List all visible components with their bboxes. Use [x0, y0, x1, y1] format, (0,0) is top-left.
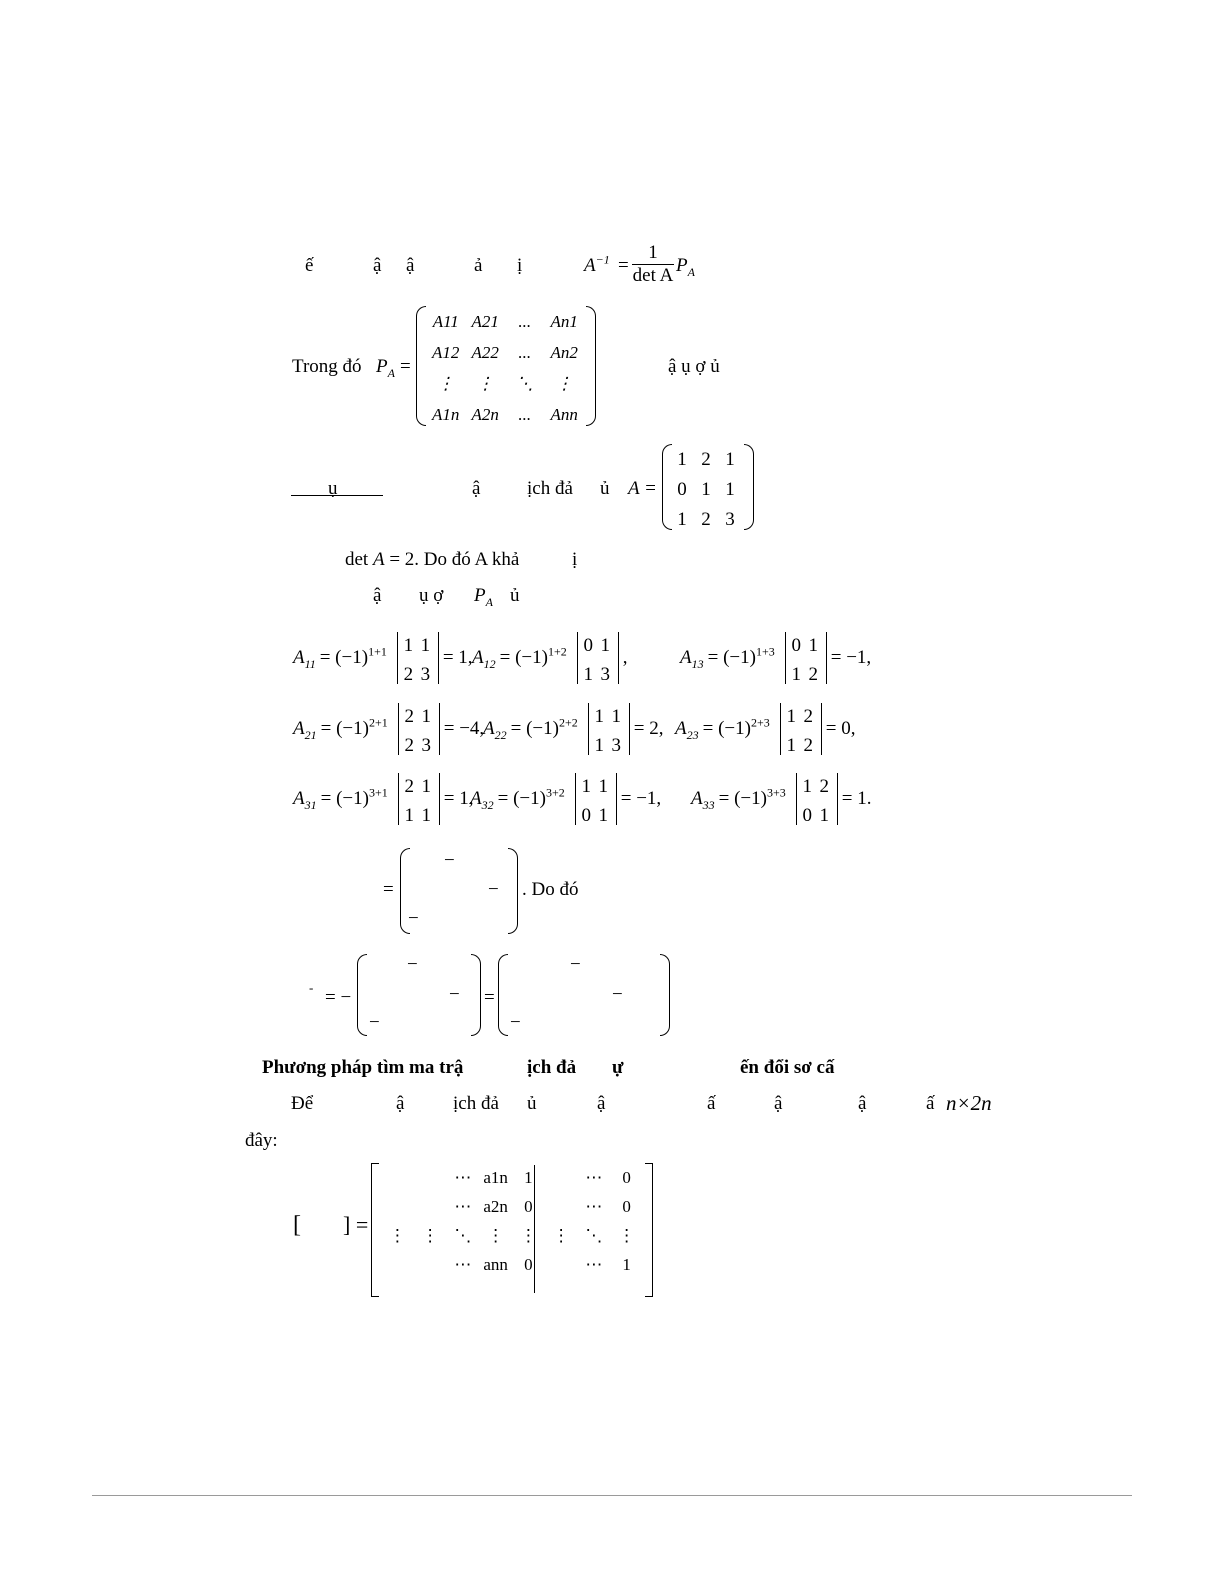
cofactor-value: = 1,	[443, 788, 474, 809]
matrix-entry: 2	[803, 735, 813, 756]
matrix-entry: 3	[725, 509, 735, 530]
matrix-entry: 1	[404, 805, 414, 826]
matrix-entry: 1	[808, 635, 818, 656]
matrix-entry	[545, 1256, 578, 1273]
cofactor-sign: = $(-1)^{3+2}$	[497, 785, 565, 809]
matrix-entry: A21	[471, 312, 499, 331]
matrix-entry: ⋯	[454, 1255, 472, 1274]
cofactor-name: $A_{13}$	[680, 647, 704, 671]
minor-determinant	[577, 632, 619, 684]
matrix-entry: An2	[550, 343, 578, 362]
matrix-entry: A2n	[471, 405, 499, 424]
dimension: n×2n	[946, 1091, 992, 1115]
matrix-entry: 1	[786, 706, 796, 727]
matrix-entry: 1	[420, 635, 431, 656]
matrix-entry: 1	[581, 776, 591, 797]
matrix-entry: 1	[583, 664, 593, 685]
minus-sign: −	[408, 908, 419, 929]
cofactor-sign: = $(-1)^{2+3}$	[702, 715, 770, 739]
minus-sign: −	[488, 879, 499, 900]
heading-fragment: Phương pháp tìm ma trậ	[262, 1057, 464, 1078]
matrix-entry: 0	[581, 805, 591, 826]
matrix-entry: 1	[403, 635, 414, 656]
matrix-entry: ⋮	[388, 1226, 406, 1245]
matrix-entry: ⋯	[454, 1197, 472, 1216]
cofactor-sign: = $(-1)^{2+2}$	[510, 715, 578, 739]
inverse-matrix-1	[357, 954, 481, 1036]
equals-minus: = −	[325, 987, 352, 1008]
cofactor-value: = −1,	[620, 788, 662, 809]
matrix-entry: 2	[803, 706, 813, 727]
matrix-entry: 1	[802, 776, 812, 797]
cofactor-term	[470, 773, 661, 825]
matrix-entry	[545, 1198, 578, 1215]
right-bracket-equals: ] =	[343, 1212, 369, 1237]
minus-sign: −	[369, 1012, 380, 1033]
matrix-entry: 1	[594, 735, 604, 756]
cofactor-term	[293, 632, 473, 684]
text-fragment: ế	[305, 255, 314, 276]
augmented-matrix	[371, 1163, 653, 1297]
text-fragment: ậ	[472, 478, 481, 499]
text-fragment: Để	[291, 1093, 314, 1114]
matrix-entry	[381, 1169, 414, 1186]
matrix-entry: 1	[594, 706, 604, 727]
minor-determinant	[575, 773, 617, 825]
footer-divider	[92, 1495, 1132, 1496]
matrix-entry: ⋮	[618, 1226, 636, 1245]
matrix-entry: ...	[518, 405, 532, 424]
text-fragment: ịch đả	[453, 1093, 499, 1114]
cofactor-sign: = $(-1)^{1+1}$	[319, 644, 387, 668]
minor-determinant	[398, 703, 440, 755]
matrix-entry: A11	[432, 312, 459, 331]
matrix-entry: 3	[421, 735, 431, 756]
example-matrix	[662, 444, 754, 530]
left-bracket: [	[293, 1212, 301, 1238]
matrix-entry: A12	[432, 343, 460, 362]
matrix-entry: a2n	[483, 1197, 508, 1216]
matrix-entry: ⋮	[487, 1226, 505, 1245]
matrix-entry: a1n	[483, 1168, 508, 1187]
matrix-entry: ⋯	[585, 1197, 603, 1216]
text-fragment: ụ ợ	[419, 585, 444, 606]
cofactor-name: $A_{11}$	[293, 647, 316, 671]
cofactor-name: $A_{33}$	[691, 788, 715, 812]
text-fragment: ủ	[600, 478, 610, 499]
matrix-entry: 2	[808, 664, 818, 685]
matrix-entry: 1	[677, 449, 687, 470]
matrix-entry: ⋱	[516, 374, 534, 393]
matrix-entry: ...	[518, 343, 532, 362]
equals-sign: =	[383, 879, 394, 900]
matrix-entry: ⋮	[519, 1226, 537, 1245]
matrix-entry	[381, 1256, 414, 1273]
matrix-entry: 1	[598, 776, 608, 797]
cofactor-name: $A_{21}$	[293, 718, 317, 742]
text-fragment: ậ	[396, 1093, 405, 1114]
P-symbol: $P_A$	[474, 585, 493, 609]
cofactor-term	[675, 703, 855, 755]
cofactor-sign: = $(-1)^{3+3}$	[718, 785, 786, 809]
fraction-denominator: det A	[632, 265, 674, 286]
text-fragment: ậ	[774, 1093, 783, 1114]
minor-determinant	[796, 773, 838, 825]
fraction	[632, 242, 674, 287]
minus-sign: −	[510, 1012, 521, 1033]
matrix-entry: 0	[677, 479, 687, 500]
matrix-entry: ⋯	[454, 1168, 472, 1187]
matrix-entry: 1	[701, 479, 711, 500]
text-fragment: ậ	[406, 255, 415, 276]
cofactor-sign: = $(-1)^{1+3}$	[707, 644, 775, 668]
formula-lhs: $A^{-1}$	[584, 252, 610, 276]
matrix-entry: 1	[725, 479, 735, 500]
text-fragment: ủ	[510, 585, 520, 606]
matrix-entry: 1	[786, 735, 796, 756]
text-fragment: ịch đả	[527, 478, 573, 499]
cofactor-name: $A_{22}$	[483, 718, 507, 742]
text-fragment: ậ	[597, 1093, 606, 1114]
cofactor-value: = −4,	[443, 718, 485, 739]
matrix-entry: 1	[611, 706, 621, 727]
matrix-entry: ⋱	[585, 1226, 603, 1245]
matrix-entry: 2	[404, 735, 414, 756]
text-fragment: ậ	[373, 585, 382, 606]
matrix-entry: 1	[421, 706, 431, 727]
minor-determinant	[398, 773, 440, 825]
superscript: -	[309, 980, 314, 995]
cofactor-term	[472, 632, 627, 684]
cofactor-term	[483, 703, 663, 755]
minus-sign: −	[449, 984, 460, 1005]
matrix-entry: 2	[404, 776, 414, 797]
equals-sign: =	[618, 255, 629, 276]
minor-determinant	[780, 703, 822, 755]
matrix-entry: 1	[600, 635, 610, 656]
cofactor-value: = 0,	[825, 718, 856, 739]
dodo-text: . Do đó	[522, 879, 579, 900]
matrix-entry: 2	[403, 664, 414, 685]
minus-sign: −	[612, 984, 623, 1005]
cofactor-term	[293, 773, 473, 825]
matrix-entry: 3	[420, 664, 431, 685]
matrix-entry: ⋮	[437, 374, 455, 393]
heading-fragment: ịch đả	[527, 1057, 577, 1078]
matrix-entry: ann	[483, 1255, 508, 1274]
matrix-entry: 1	[819, 805, 829, 826]
example-title: ụ	[328, 478, 338, 499]
cofactor-value: = 1.	[841, 788, 872, 809]
text-fragment: đây:	[245, 1130, 278, 1151]
matrix-entry: 0	[583, 635, 593, 656]
text-fragment: ậ ụ ợ ủ	[668, 356, 720, 377]
matrix-entry	[414, 1169, 447, 1186]
matrix-entry: ⋯	[585, 1255, 603, 1274]
matrix-entry	[381, 1198, 414, 1215]
text-fragment: ậ	[858, 1093, 867, 1114]
text-fragment: ả	[474, 255, 483, 276]
minus-sign: −	[407, 954, 418, 975]
matrix-entry: 1	[791, 664, 801, 685]
cofactor-sign: = $(-1)^{1+2}$	[499, 644, 567, 668]
matrix-entry: 0	[802, 805, 812, 826]
formula-P: $P_A$	[676, 255, 695, 279]
cofactor-value: = −1,	[830, 647, 872, 668]
matrix-entry: 3	[611, 735, 621, 756]
matrix-entry: 1	[524, 1168, 533, 1187]
det-statement: det A = 2. Do đó A khả	[345, 549, 520, 570]
matrix-entry: ⋱	[454, 1226, 472, 1245]
matrix-entry: 0	[622, 1168, 631, 1187]
cofactor-term	[691, 773, 871, 825]
cofactor-term	[293, 703, 484, 755]
matrix-entry: 1	[598, 805, 608, 826]
matrix-entry: ...	[518, 312, 532, 331]
matrix-entry: Ann	[550, 405, 578, 424]
matrix-entry: 3	[600, 664, 610, 685]
matrix-entry: 1	[677, 509, 687, 530]
cofactor-value: ,	[622, 647, 628, 668]
cofactor-sign: = $(-1)^{2+1}$	[320, 715, 388, 739]
P-symbol: $P_A$	[376, 356, 395, 380]
matrix-entry: 1	[421, 776, 431, 797]
fraction-numerator: 1	[648, 242, 658, 263]
minus-sign: −	[570, 954, 581, 975]
cofactor-name: $A_{31}$	[293, 788, 317, 812]
matrix-entry: ⋮	[421, 1226, 439, 1245]
minor-determinant	[588, 703, 630, 755]
text-fragment: ủ	[527, 1093, 537, 1114]
matrix-entry: ⋮	[552, 1226, 570, 1245]
matrix-entry: A22	[471, 343, 499, 362]
matrix-entry	[414, 1256, 447, 1273]
matrix-entry	[414, 1198, 447, 1215]
text-fragment: ấ	[707, 1093, 716, 1114]
matrix-entry: 0	[524, 1255, 533, 1274]
matrix-entry: 1	[725, 449, 735, 470]
matrix-entry: 2	[819, 776, 829, 797]
minus-sign: −	[444, 850, 455, 871]
matrix-entry: 2	[701, 509, 711, 530]
heading-fragment: ến đổi sơ cấ	[740, 1057, 835, 1078]
matrix-entry: 1	[622, 1255, 631, 1274]
matrix-entry: An1	[550, 312, 578, 331]
text-fragment: ị	[517, 255, 523, 276]
text-fragment: ấ	[926, 1093, 935, 1114]
equals-sign: =	[400, 356, 411, 377]
matrix-entry: 0	[622, 1197, 631, 1216]
matrix-entry: 2	[701, 449, 711, 470]
minor-determinant	[785, 632, 827, 684]
matrix-entry: 0	[524, 1197, 533, 1216]
matrix-entry: ⋯	[585, 1168, 603, 1187]
matrix-entry: ⋮	[555, 374, 573, 393]
cofactor-term	[680, 632, 871, 684]
cofactor-name: $A_{12}$	[472, 647, 496, 671]
inverse-matrix-2	[498, 954, 670, 1036]
adjugate-matrix	[416, 306, 596, 426]
cofactor-value: = 2,	[633, 718, 664, 739]
matrix-entry: 2	[404, 706, 414, 727]
matrix-entry	[545, 1169, 578, 1186]
matrix-entry: 1	[421, 805, 431, 826]
cofactor-sign: = $(-1)^{3+1}$	[320, 785, 388, 809]
trongdo-label: Trong đó	[292, 356, 362, 377]
cofactor-name: $A_{23}$	[675, 718, 699, 742]
matrix-entry: 0	[791, 635, 801, 656]
cofactor-value: = 1,	[442, 647, 473, 668]
matrix-entry: A1n	[432, 405, 460, 424]
minor-determinant	[397, 632, 439, 684]
text-fragment: ậ	[373, 255, 382, 276]
pa-result-matrix	[400, 848, 518, 934]
heading-fragment: ự	[612, 1057, 624, 1078]
A-label: A =	[628, 478, 657, 499]
matrix-entry: ⋮	[476, 374, 494, 393]
cofactor-name: $A_{32}$	[470, 788, 494, 812]
equals-sign: =	[484, 987, 495, 1008]
text-fragment: ị	[572, 549, 578, 570]
